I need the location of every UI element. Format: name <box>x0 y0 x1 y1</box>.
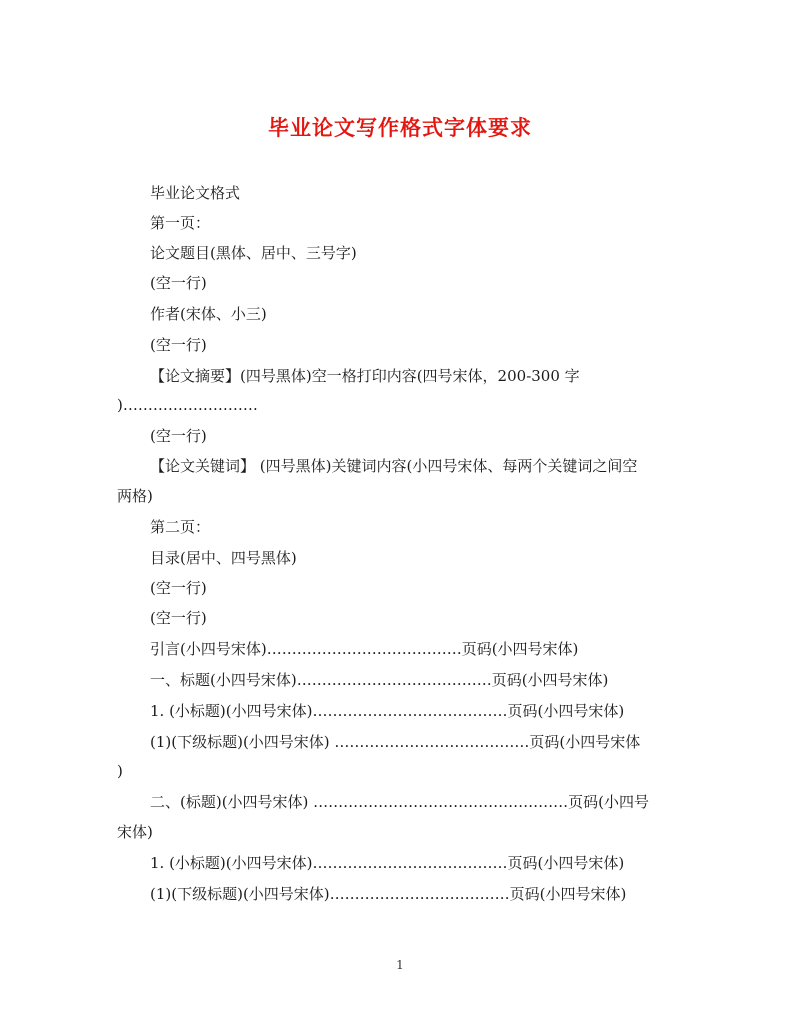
toc-line: (1)(下级标题)(小四号宋体) …………………………………页码(小四号宋体 <box>150 733 641 751</box>
text-line: (空一行) <box>150 609 207 627</box>
text-line: 毕业论文格式 <box>150 184 241 202</box>
text-line: )……………………… <box>117 396 258 414</box>
text-line: 【论文摘要】(四号黑体)空一格打印内容(四号宋体，200-300 字 <box>150 367 580 385</box>
document-title: 毕业论文写作格式字体要求 <box>268 115 532 140</box>
toc-line: 引言(小四号宋体)…………………………………页码(小四号宋体) <box>150 640 579 658</box>
toc-line: 一、标题(小四号宋体)…………………………………页码(小四号宋体) <box>150 671 609 689</box>
toc-line: 二、(标题)(小四号宋体) ……………………………………………页码(小四号 <box>150 793 650 811</box>
toc-line: ) <box>117 762 123 780</box>
text-line: (空一行) <box>150 427 207 445</box>
text-line: 目录(居中、四号黑体) <box>150 549 297 567</box>
toc-line: (1)(下级标题)(小四号宋体)………………………………页码(小四号宋体) <box>150 885 627 903</box>
toc-line: 1. (小标题)(小四号宋体)…………………………………页码(小四号宋体) <box>150 702 625 720</box>
toc-line: 宋体) <box>117 823 153 841</box>
text-line: 第一页： <box>150 214 211 232</box>
toc-line: 1. (小标题)(小四号宋体)…………………………………页码(小四号宋体) <box>150 854 625 872</box>
text-line: (空一行) <box>150 336 207 354</box>
text-line: 论文题目(黑体、居中、三号字) <box>150 244 357 262</box>
text-line: 两格) <box>117 487 153 505</box>
text-line: 第二页： <box>150 518 211 536</box>
text-line: 【论文关键词】 (四号黑体)关键词内容(小四号宋体、每两个关键词之间空 <box>150 457 638 475</box>
text-line: (空一行) <box>150 274 207 292</box>
page-number: 1 <box>396 958 404 972</box>
text-line: (空一行) <box>150 579 207 597</box>
text-line: 作者(宋体、小三) <box>150 305 267 323</box>
